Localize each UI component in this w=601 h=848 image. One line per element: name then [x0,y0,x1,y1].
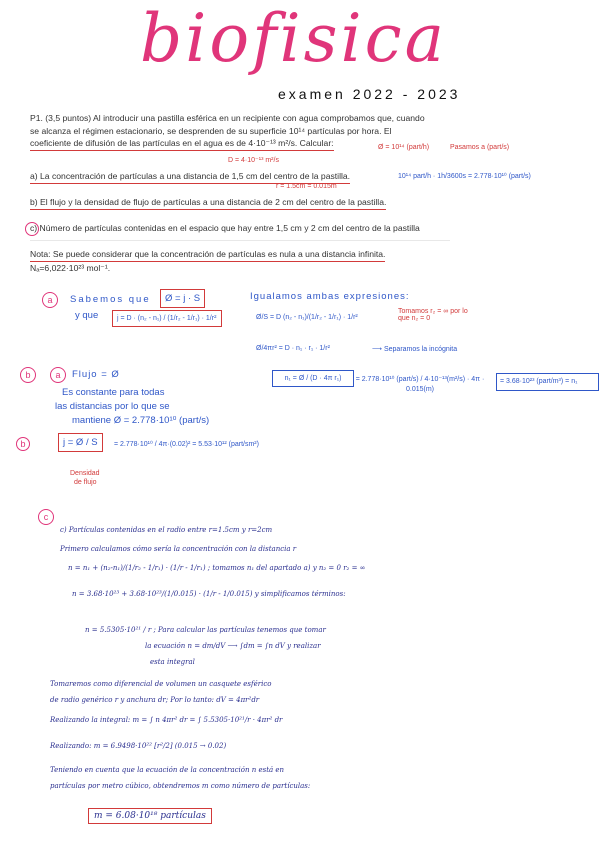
sol-c-l3: n = n₁ + (n₂-n₁)/(1/r₂ - 1/r₁) · (1/r - 1/r₁) ; tomamos n₁ del apartado a) y n₂ = 0 r₂ = ∞ [68,564,366,572]
problem-intro-2: se alcanza el régimen estacionario, se desprenden de su superficie 10¹⁴ partículas por hora. El [30,125,392,136]
sol-a-right-title: Igualamos ambas expresiones: [250,291,410,302]
marker-a: a [42,292,58,308]
sol-c-p6: partículas por metro cúbico, obtendremos m como número de partículas: [50,782,311,790]
sol-c-p4: Realizando: m = 6.9498·10²² [r²/2] (0.015 → 0.02) [50,742,227,750]
sol-a-result-lhs: n₁ = Ø / (D · 4π r₁) [272,370,354,387]
note-line-2: Nₐ=6,022·10²³ mol⁻¹. [30,262,111,273]
note-flux: Ø = 10¹⁴ (part/h) [378,144,430,151]
note-radius: r = 1.5cm = 0.015m [276,183,337,190]
sol-a-eq1: Ø/S = D (n₂ - n₁)/(1/r₂ - 1/r₁) · 1/r² [256,314,358,321]
sol-b-j-eq: j = Ø / S [58,433,103,452]
sol-c-l1: c) Partículas contenidas en el radio entre r=1.5cm y r=2cm [60,526,273,534]
marker-b: b [20,367,36,383]
note-diffusion: D = 4·10⁻¹³ m²/s [228,157,279,164]
sol-a-result-box: = 3.68·10²³ (part/m³) = n₁ [496,373,599,391]
sol-b-text1: Es constante para todas [62,387,165,398]
sol-a-box1: Ø = j · S [160,289,205,308]
sol-c-l6: la ecuación n = dm/dV ⟶ ∫dm = ∫n dV y realizar [145,642,321,650]
page-subtitle: examen 2022 - 2023 [278,86,461,102]
sol-c-l4: n = 3.68·10²³ + 3.68·10²³/(1/0.015) · (1/r - 1/0.015) y simplificamos términos: [72,590,346,598]
question-b: b) El flujo y la densidad de flujo de partículas a una distancia de 2 cm del centro de la pastilla. [30,196,386,210]
sol-c-p2: de radio genérico r y anchura dr; Por lo tanto: dV = 4πr²dr [50,696,260,704]
sol-c-p5: Teniendo en cuenta que la ecuación de la concentración n está en [50,766,285,774]
note-pasamos: Pasamos a (part/s) [450,144,510,151]
sol-c-l2: Primero calculamos cómo sería la concentración con la distancia r [60,545,297,553]
problem-note [30,248,460,274]
sol-a-eq1-note: Tomamos r₂ = ∞ por lo que n₂ = 0 [398,308,468,322]
note-conversion: 10¹⁴ part/h · 1h/3600s = 2.778·10¹⁰ (part/s) [398,173,531,180]
sol-b-text3: mantiene Ø = 2.778·10¹⁰ (part/s) [72,415,210,426]
question-a: a) La concentración de partículas a una distancia de 1,5 cm del centro de la pastilla. [30,170,350,184]
divider [30,240,450,241]
sol-c-p3: Realizando la integral: m = ∫ n 4πr² dr = ∫ 5.5305·10²¹/r · 4πr² dr [50,716,283,724]
marker-b-j: b [16,437,30,451]
sol-a-eq2-note: ⟶ Separamos la incógnita [372,346,458,353]
sol-a-line1: Sabemos que [70,294,151,305]
problem-intro-3: coeficiente de difusión de las partículas en el agua es de 4·10⁻¹³ m²/s. Calcular: [30,137,334,151]
marker-b-inner: a [50,367,66,383]
sol-c-answer: m = 6.08·10¹⁸ partículas [88,808,212,824]
sol-c-l7: esta integral [150,658,195,666]
sol-b-j-calc: = 2.778·10¹⁰ / 4π·(0.02)² = 5.53·10¹² (part/sm²) [114,441,259,448]
sol-c-l5: n = 5.5305·10²¹ / r ; Para calcular las partículas tenemos que tomar [85,626,326,634]
marker-c: c [38,509,54,525]
sol-a-box2: j = D · (n₂ - n₁) / (1/r₂ - 1/r₁) · 1/r² [112,310,222,327]
sol-c-p1: Tomaremos como diferencial de volumen un casquete esférico [50,680,272,688]
question-c: c) Número de partículas contenidas en el espacio que hay entre 1,5 cm y 2 cm del centro de la pastilla [30,223,420,233]
sol-b-dens1: Densidad [70,470,100,477]
problem-intro-1: P1. (3,5 puntos) Al introducir una pastilla esférica en un recipiente con agua comprobamos que, cuando [30,113,425,123]
note-line-1: Nota: Se puede considerar que la concentración de partículas es nula a una distancia infinita. [30,248,385,262]
sol-a-line2: y que [75,310,99,321]
sol-b-text2: las distancias por lo que se [55,401,170,412]
sol-a-eq2: Ø/4πr² = D · n₁ · r₁ · 1/r² [256,345,330,352]
sol-a-result-mid: = 2.778·10¹⁰ (part/s) / 4·10⁻¹³(m²/s) · 4π · 0.015(m) [355,376,485,393]
sol-b-flujo: Flujo = Ø [72,369,120,380]
sol-b-dens2: de flujo [74,479,97,486]
page-title: biofisica [140,0,447,77]
